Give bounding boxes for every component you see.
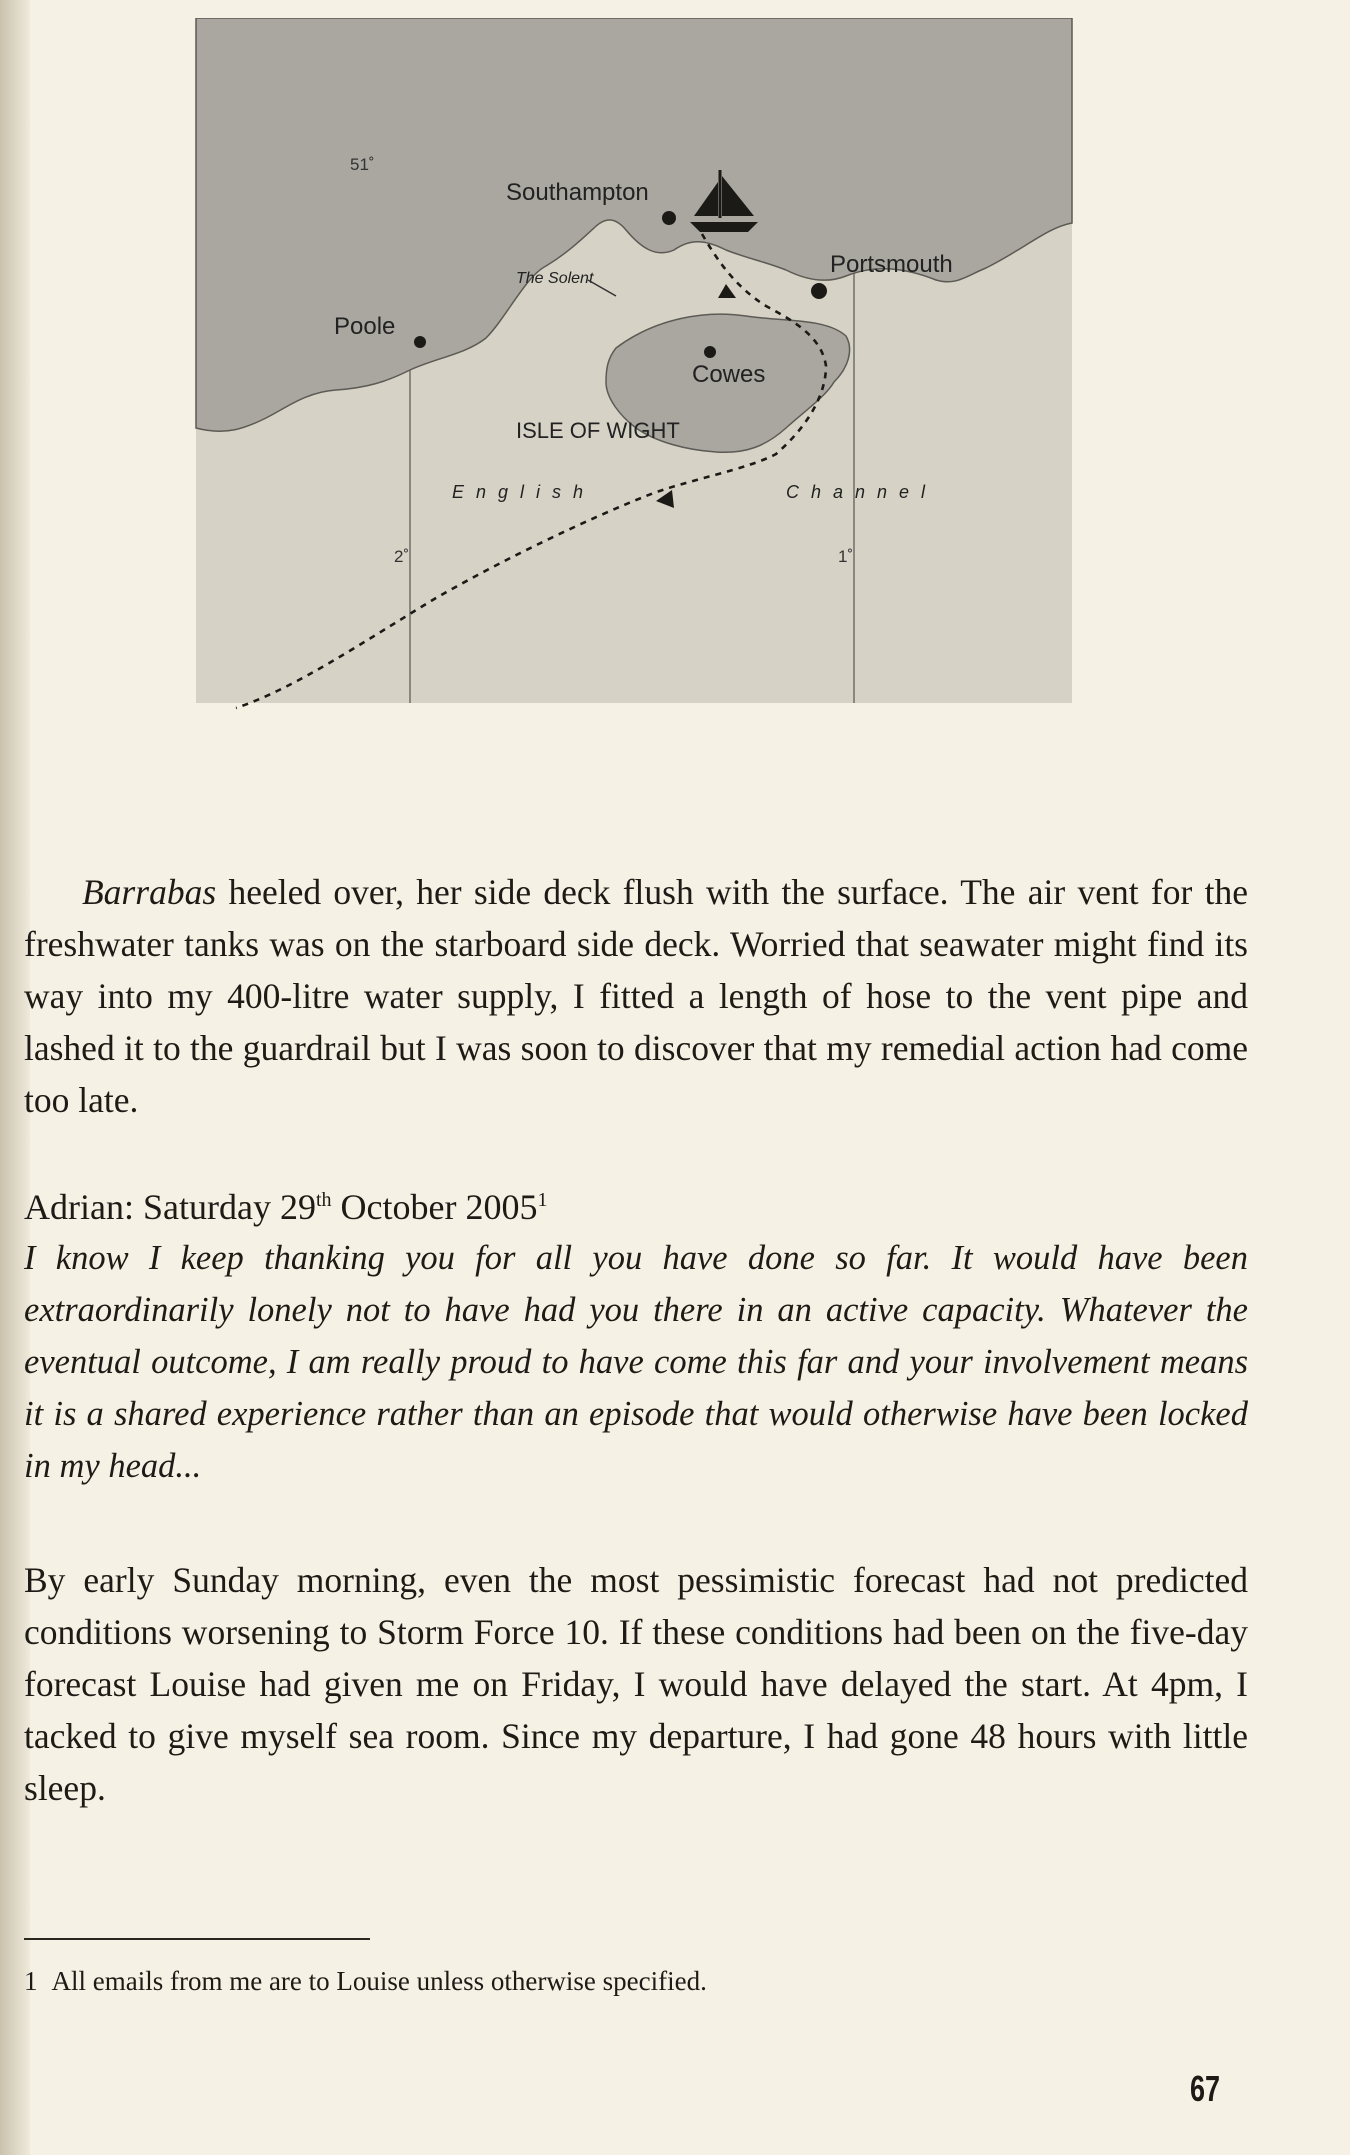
southampton-label: Southampton	[506, 179, 649, 206]
paragraph-barrabas-text: heeled over, her side deck flush with the surface. The air vent for the freshwater tanks was on the starboard side deck. Worried that seawater might find its way into my 400-litre water supply, I fitted a length of hose to the vent pipe and lashed it to the guardrail but I was soon to discover that my remedial action had come too late.	[24, 872, 1248, 1120]
lon-1-label: 1˚	[838, 547, 854, 566]
email-heading-prefix: Adrian: Saturday 29	[24, 1187, 316, 1227]
footnote-reference: 1	[537, 1189, 548, 1211]
sea-label-english: English	[452, 482, 596, 502]
email-heading-ordinal: th	[315, 1189, 332, 1211]
paragraph-storm: By early Sunday morning, even the most pessimistic forecast had not predicted conditions worsening to Storm Force 10. If these conditions had been on the five-day forecast Louise had given me on Friday, I would have delayed the start. At 4pm, I tacked to give myself sea room. Since my departure, I had gone 48 hours with little sleep.	[24, 1560, 1248, 1808]
portsmouth-marker	[811, 283, 827, 299]
footnote	[24, 1962, 1224, 2000]
paragraph-barrabas	[24, 866, 1248, 1126]
boat-name: Barrabas	[82, 872, 217, 912]
footnote-number: 1	[24, 1966, 38, 1996]
cowes-marker	[704, 346, 716, 358]
cowes-label: Cowes	[692, 361, 766, 388]
southampton-marker	[662, 211, 676, 225]
the-solent-label: The Solent	[516, 270, 594, 287]
poole-label: Poole	[334, 313, 396, 340]
lon-2-label: 2˚	[394, 547, 410, 566]
footnote-text: All emails from me are to Louise unless otherwise specified.	[51, 1966, 707, 1996]
email-heading	[24, 1181, 1248, 1233]
route-map-svg	[186, 18, 1086, 720]
sea-label-channel: Channel	[786, 482, 938, 502]
lat-51-label: 51˚	[350, 155, 375, 174]
isle-of-wight-label: ISLE OF WIGHT	[516, 418, 680, 443]
page-number: 67	[1190, 2068, 1221, 2109]
portsmouth-label: Portsmouth	[830, 251, 953, 278]
route-map	[186, 18, 1086, 720]
footnote-divider	[24, 1938, 370, 1940]
email-body: I know I keep thanking you for all you have done so far. It would have been extraordinarily lonely not to have had you there in an active capacity. Whatever the eventual outcome, I am really proud to have come this far and your involvement means it is a shared experience rather than an episode that would otherwise have been locked in my head...	[24, 1239, 1248, 1485]
poole-marker	[414, 336, 426, 348]
email-heading-suffix: October 2005	[331, 1187, 538, 1227]
